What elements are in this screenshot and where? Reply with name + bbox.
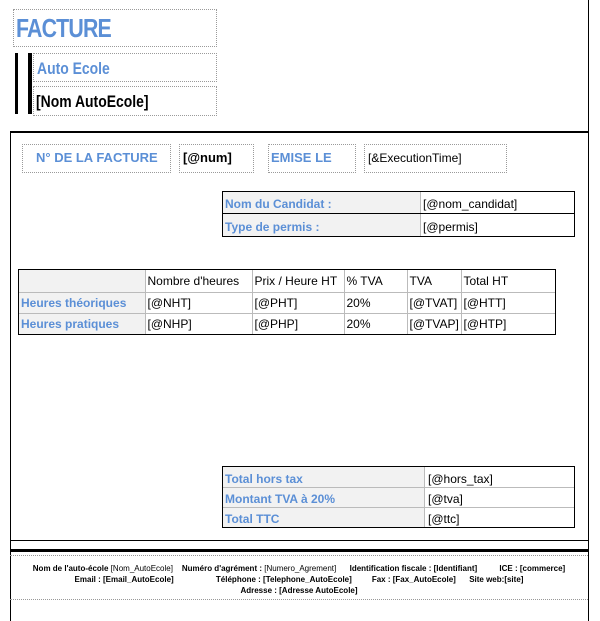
table-cell: [@HTT]: [461, 292, 555, 313]
footer-value: [Numero_Agrement]: [264, 564, 337, 573]
footer-value: [Identifiant]: [433, 564, 478, 573]
totals-label-cell: [223, 488, 425, 507]
header-divider: [10, 131, 588, 133]
table-header-cell: Total HT: [461, 270, 555, 292]
footer-value: [Nom_AutoEcole]: [110, 564, 173, 573]
footer-label: ICE :: [499, 564, 520, 573]
footer-label: Nom de l'auto-école: [32, 564, 111, 573]
hours-table: [18, 269, 556, 335]
candidate-row: [223, 192, 574, 214]
invoice-number-value-box: [179, 144, 254, 173]
footer-value: [Adresse AutoEcole]: [279, 586, 358, 595]
body-bottom-divider: [10, 540, 588, 541]
invoice-number-label: N° DE LA FACTURE: [36, 150, 158, 165]
vat-amount-value: [@tva]: [428, 492, 463, 506]
table-cell: [@TVAT]: [407, 292, 461, 313]
totals-label-cell: [223, 508, 425, 527]
page-title-box: [13, 9, 217, 47]
issued-value-box: [364, 144, 507, 173]
totals-label-cell: [223, 467, 425, 487]
candidate-row: [223, 214, 574, 236]
total-ttc-value: [@ttc]: [428, 512, 460, 526]
totals-row: [223, 508, 574, 527]
table-cell: [@NHT]: [145, 292, 252, 313]
footer-value: [Telephone_AutoEcole]: [263, 575, 352, 584]
footer-dotted-bottom: [10, 599, 588, 600]
candidate-value-cell: [421, 214, 574, 236]
footer-line: [10, 585, 588, 596]
school-name-box: [33, 86, 217, 116]
invoice-number-label-box: [22, 144, 171, 173]
footer-value: [commerce]: [519, 564, 566, 573]
page-left-border: [10, 132, 11, 621]
table-cell: [@HTP]: [461, 313, 555, 334]
table-cell: [@NHP]: [145, 313, 252, 334]
candidate-label-cell: [223, 192, 421, 213]
footer-label: Site web:: [469, 575, 505, 584]
page-title: FACTURE: [16, 13, 111, 43]
table-cell: [@PHT]: [252, 292, 344, 313]
candidate-table: [222, 191, 575, 237]
candidate-value-cell: [421, 192, 574, 213]
footer-label: Téléphone :: [215, 575, 264, 584]
footer-divider: [10, 549, 588, 552]
candidate-name-label: Nom du Candidat :: [225, 197, 332, 211]
table-row-label: Heures théoriques: [19, 292, 145, 313]
totals-value-cell: [425, 508, 574, 527]
header-bar-right: [28, 53, 32, 114]
header-bar-left: [15, 53, 18, 114]
footer-dotted-top: [10, 555, 588, 556]
table-header-cell: Nombre d'heures: [145, 270, 252, 292]
table-header-cell: [19, 270, 145, 292]
issued-label-box: [268, 144, 356, 173]
invoice-number-value: [@num]: [183, 150, 232, 165]
footer-line: [10, 574, 588, 585]
total-excl-tax-value: [@hors_tax]: [428, 472, 493, 486]
issued-label: EMISE LE: [271, 150, 332, 165]
school-label-box: [33, 53, 217, 82]
table-row: [19, 292, 555, 313]
footer-value: [site]: [504, 575, 524, 584]
table-row-label: Heures pratiques: [19, 313, 145, 334]
table-header-row: [19, 270, 555, 292]
total-excl-tax-label: Total hors tax: [225, 472, 303, 486]
footer: [10, 563, 588, 599]
table-header-cell: TVA: [407, 270, 461, 292]
totals-row: [223, 467, 574, 488]
totals-value-cell: [425, 467, 574, 487]
school-name: [Nom AutoEcole]: [36, 92, 149, 111]
table-header-cell: % TVA: [344, 270, 407, 292]
footer-label: Email :: [74, 575, 103, 584]
permit-type-label: Type de permis :: [225, 220, 320, 234]
table-cell: 20%: [344, 313, 407, 334]
candidate-label-cell: [223, 214, 421, 236]
footer-line: [10, 563, 588, 574]
table-row: [19, 313, 555, 334]
footer-label: Numéro d'agrément :: [181, 564, 265, 573]
footer-value: [Email_AutoEcole]: [103, 575, 174, 584]
footer-label: Identification fiscale :: [349, 564, 434, 573]
totals-table: [222, 466, 575, 528]
total-ttc-label: Total TTC: [225, 512, 280, 526]
footer-label: Adresse :: [240, 586, 280, 595]
permit-type-value: [@permis]: [423, 220, 478, 234]
page-right-border: [588, 0, 589, 621]
footer-value: [Fax_AutoEcole]: [392, 575, 456, 584]
vat-amount-label: Montant TVA à 20%: [225, 492, 336, 506]
issued-value: [&ExecutionTime]: [368, 151, 462, 165]
candidate-name-value: [@nom_candidat]: [423, 197, 518, 211]
table-header-cell: Prix / Heure HT: [252, 270, 344, 292]
table-cell: 20%: [344, 292, 407, 313]
totals-value-cell: [425, 488, 574, 507]
totals-row: [223, 488, 574, 508]
footer-label: Fax :: [371, 575, 393, 584]
school-label: Auto Ecole: [37, 59, 110, 78]
table-cell: [@PHP]: [252, 313, 344, 334]
table-cell: [@TVAP]: [407, 313, 461, 334]
